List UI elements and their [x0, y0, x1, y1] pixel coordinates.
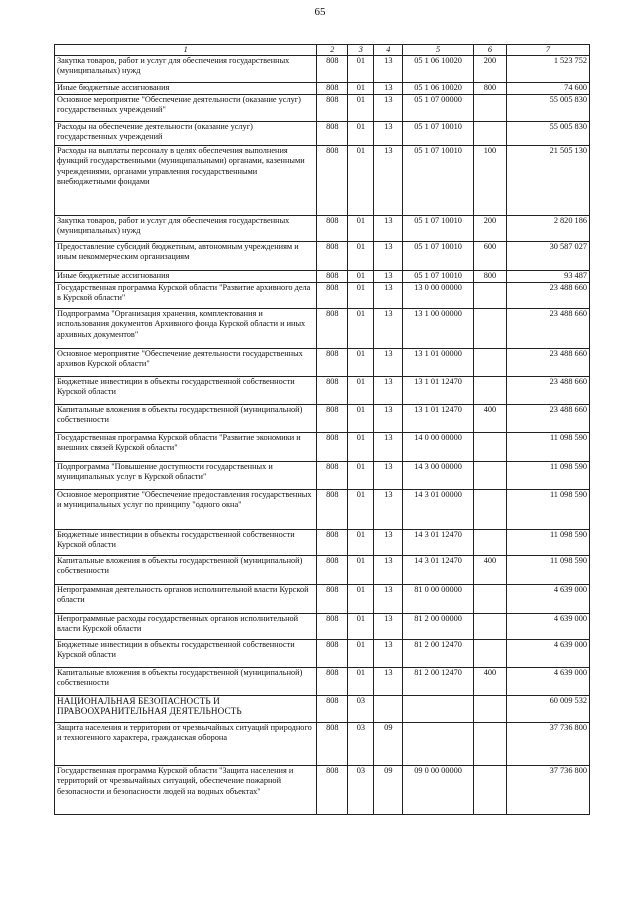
- ministry-code-cell: 808: [317, 668, 348, 696]
- column-header: 7: [507, 45, 590, 56]
- subsection-code-cell: 13: [374, 556, 403, 585]
- expense-name-cell: Капитальные вложения в объекты государственной (муниципальной) собственности: [55, 668, 317, 696]
- target-article-cell: 13 1 00 00000: [403, 309, 474, 349]
- target-article-cell: 05 1 07 10010: [403, 216, 474, 242]
- expense-type-cell: 800: [473, 271, 506, 283]
- page-number: 65: [314, 6, 326, 18]
- table-row: [55, 640, 590, 668]
- target-article-cell: 14 0 00 00000: [403, 433, 474, 462]
- expense-name-cell: Государственная программа Курской области "Защита населения и территорий от чрезвычайных ситуаций, обеспечение пожарной безопасности и безопасности людей на водных объектах": [55, 766, 317, 815]
- table-row: [55, 585, 590, 614]
- amount-cell: 23 488 660: [507, 349, 590, 377]
- amount-cell: 23 488 660: [507, 377, 590, 405]
- ministry-code-cell: 808: [317, 462, 348, 490]
- expense-type-cell: 800: [473, 83, 506, 95]
- target-article-cell: 14 3 01 12470: [403, 530, 474, 556]
- expense-type-cell: [473, 122, 506, 146]
- ministry-code-cell: 808: [317, 95, 348, 122]
- expense-name-cell: Непрограммная деятельность органов исполнительной власти Курской области: [55, 585, 317, 614]
- expense-name-cell: Расходы на выплаты персоналу в целях обеспечения выполнения функций государственными (муниципальными) органами, казенными учреждениями, органами управления государственными внебюджетными фондами: [55, 146, 317, 216]
- section-code-cell: 01: [348, 640, 374, 668]
- expense-type-cell: [473, 614, 506, 640]
- subsection-code-cell: 13: [374, 271, 403, 283]
- expense-type-cell: [473, 462, 506, 490]
- target-article-cell: 05 1 07 00000: [403, 95, 474, 122]
- amount-cell: 93 487: [507, 271, 590, 283]
- target-article-cell: 05 1 07 10010: [403, 271, 474, 283]
- subsection-code-cell: 13: [374, 614, 403, 640]
- expense-name-cell: Непрограммные расходы государственных органов исполнительной власти Курской области: [55, 614, 317, 640]
- expense-name-cell: Закупка товаров, работ и услуг для обеспечения государственных (муниципальных) нужд: [55, 56, 317, 83]
- section-code-cell: 03: [348, 723, 374, 766]
- subsection-code-cell: [374, 696, 403, 723]
- expense-type-cell: 600: [473, 242, 506, 271]
- subsection-code-cell: 13: [374, 530, 403, 556]
- subsection-code-cell: 13: [374, 377, 403, 405]
- expense-name-cell: Капитальные вложения в объекты государственной (муниципальной) собственности: [55, 556, 317, 585]
- subsection-code-cell: 13: [374, 122, 403, 146]
- section-code-cell: 01: [348, 530, 374, 556]
- ministry-code-cell: 808: [317, 723, 348, 766]
- expense-name-cell: Бюджетные инвестиции в объекты государственной собственности Курской области: [55, 377, 317, 405]
- amount-cell: 11 098 590: [507, 462, 590, 490]
- amount-cell: 60 009 532: [507, 696, 590, 723]
- ministry-code-cell: 808: [317, 349, 348, 377]
- target-article-cell: 81 2 00 00000: [403, 614, 474, 640]
- amount-cell: 37 736 800: [507, 723, 590, 766]
- table-row: [55, 668, 590, 696]
- section-code-cell: 01: [348, 490, 374, 530]
- table-row: [55, 433, 590, 462]
- section-code-cell: 01: [348, 585, 374, 614]
- target-article-cell: [403, 723, 474, 766]
- expense-type-cell: 200: [473, 216, 506, 242]
- target-article-cell: 05 1 06 10020: [403, 83, 474, 95]
- expense-type-cell: [473, 766, 506, 815]
- subsection-code-cell: 13: [374, 585, 403, 614]
- expense-name-cell: Иные бюджетные ассигнования: [55, 83, 317, 95]
- subsection-code-cell: 13: [374, 433, 403, 462]
- expense-name-cell: Предоставление субсидий бюджетным, автономным учреждениям и иным некоммерческим организациям: [55, 242, 317, 271]
- amount-cell: 37 736 800: [507, 766, 590, 815]
- ministry-code-cell: 808: [317, 122, 348, 146]
- target-article-cell: 13 1 01 00000: [403, 349, 474, 377]
- expense-name-cell: Государственная программа Курской области "Развитие экономики и внешних связей Курской области": [55, 433, 317, 462]
- amount-cell: 2 820 186: [507, 216, 590, 242]
- expense-name-cell: Расходы на обеспечение деятельности (оказание услуг) государственных учреждений: [55, 122, 317, 146]
- column-header: 5: [403, 45, 474, 56]
- ministry-code-cell: 808: [317, 56, 348, 83]
- section-code-cell: 01: [348, 122, 374, 146]
- ministry-code-cell: 808: [317, 696, 348, 723]
- section-code-cell: 01: [348, 83, 374, 95]
- expense-type-cell: 400: [473, 668, 506, 696]
- subsection-code-cell: 13: [374, 309, 403, 349]
- amount-cell: 23 488 660: [507, 309, 590, 349]
- ministry-code-cell: 808: [317, 216, 348, 242]
- expense-name-cell: Основное мероприятие "Обеспечение деятельности государственных архивов Курской области": [55, 349, 317, 377]
- subsection-code-cell: 13: [374, 216, 403, 242]
- ministry-code-cell: 808: [317, 530, 348, 556]
- expense-type-cell: [473, 585, 506, 614]
- table-row: [55, 83, 590, 95]
- expense-name-cell: Бюджетные инвестиции в объекты государственной собственности Курской области: [55, 530, 317, 556]
- table-row: [55, 95, 590, 122]
- amount-cell: 4 639 000: [507, 585, 590, 614]
- section-code-cell: 01: [348, 614, 374, 640]
- section-code-cell: 01: [348, 556, 374, 585]
- amount-cell: 55 005 830: [507, 122, 590, 146]
- section-code-cell: 01: [348, 377, 374, 405]
- section-code-cell: 01: [348, 433, 374, 462]
- expense-name-cell: Подпрограмма "Повышение доступности государственных и муниципальных услуг в Курской области": [55, 462, 317, 490]
- amount-cell: 11 098 590: [507, 556, 590, 585]
- table-row: [55, 242, 590, 271]
- subsection-code-cell: 13: [374, 640, 403, 668]
- ministry-code-cell: 808: [317, 242, 348, 271]
- ministry-code-cell: 808: [317, 146, 348, 216]
- expense-type-cell: [473, 696, 506, 723]
- subsection-code-cell: 13: [374, 668, 403, 696]
- expense-name-cell: Государственная программа Курской области "Развитие архивного дела в Курской области": [55, 283, 317, 309]
- ministry-code-cell: 808: [317, 640, 348, 668]
- column-header: 4: [374, 45, 403, 56]
- expense-type-cell: [473, 309, 506, 349]
- expense-name-cell: Капитальные вложения в объекты государственной (муниципальной) собственности: [55, 405, 317, 433]
- budget-table: [54, 44, 590, 815]
- section-code-cell: 03: [348, 696, 374, 723]
- ministry-code-cell: 808: [317, 83, 348, 95]
- table-row: [55, 146, 590, 216]
- table-row: [55, 723, 590, 766]
- amount-cell: 21 505 130: [507, 146, 590, 216]
- ministry-code-cell: 808: [317, 271, 348, 283]
- expense-name-cell: Подпрограмма "Организация хранения, комплектования и использования документов Архивного фонда Курской области и иных архивных документов": [55, 309, 317, 349]
- expense-type-cell: [473, 377, 506, 405]
- amount-cell: 11 098 590: [507, 490, 590, 530]
- subsection-code-cell: 13: [374, 95, 403, 122]
- subsection-code-cell: 13: [374, 283, 403, 309]
- subsection-code-cell: 13: [374, 405, 403, 433]
- expense-type-cell: 100: [473, 146, 506, 216]
- table-row: [55, 271, 590, 283]
- section-code-cell: 01: [348, 216, 374, 242]
- section-code-cell: 01: [348, 309, 374, 349]
- target-article-cell: 14 3 00 00000: [403, 462, 474, 490]
- amount-cell: 4 639 000: [507, 668, 590, 696]
- table-row: [55, 614, 590, 640]
- column-header: 2: [317, 45, 348, 56]
- target-article-cell: 05 1 07 10010: [403, 122, 474, 146]
- table-row: [55, 530, 590, 556]
- table-row: [55, 462, 590, 490]
- expense-type-cell: [473, 283, 506, 309]
- ministry-code-cell: 808: [317, 405, 348, 433]
- target-article-cell: [403, 696, 474, 723]
- amount-cell: 4 639 000: [507, 640, 590, 668]
- ministry-code-cell: 808: [317, 556, 348, 585]
- expense-name-cell: Основное мероприятие "Обеспечение деятельности (оказание услуг) государственных учреждений": [55, 95, 317, 122]
- subsection-code-cell: 13: [374, 349, 403, 377]
- column-header: 3: [348, 45, 374, 56]
- amount-cell: 23 488 660: [507, 405, 590, 433]
- expense-type-cell: [473, 95, 506, 122]
- section-code-cell: 01: [348, 405, 374, 433]
- amount-cell: 11 098 590: [507, 433, 590, 462]
- amount-cell: 1 523 752: [507, 56, 590, 83]
- ministry-code-cell: 808: [317, 283, 348, 309]
- expense-type-cell: [473, 640, 506, 668]
- table-row: [55, 122, 590, 146]
- expense-name-cell: Закупка товаров, работ и услуг для обеспечения государственных (муниципальных) нужд: [55, 216, 317, 242]
- expense-name-cell: Основное мероприятие "Обеспечение предоставления государственных и муниципальных услуг по принципу "одного окна": [55, 490, 317, 530]
- target-article-cell: 81 2 00 12470: [403, 668, 474, 696]
- subsection-code-cell: 09: [374, 723, 403, 766]
- section-code-cell: 01: [348, 271, 374, 283]
- subsection-code-cell: 13: [374, 462, 403, 490]
- target-article-cell: 13 1 01 12470: [403, 405, 474, 433]
- table-row: [55, 377, 590, 405]
- subsection-code-cell: 09: [374, 766, 403, 815]
- table-row: [55, 556, 590, 585]
- expense-type-cell: 400: [473, 405, 506, 433]
- expense-type-cell: [473, 723, 506, 766]
- ministry-code-cell: 808: [317, 490, 348, 530]
- amount-cell: 55 005 830: [507, 95, 590, 122]
- section-code-cell: 01: [348, 242, 374, 271]
- subsection-code-cell: 13: [374, 242, 403, 271]
- target-article-cell: 09 0 00 00000: [403, 766, 474, 815]
- amount-cell: 23 488 660: [507, 283, 590, 309]
- target-article-cell: 81 2 00 12470: [403, 640, 474, 668]
- expense-type-cell: [473, 530, 506, 556]
- subsection-code-cell: 13: [374, 56, 403, 83]
- section-code-cell: 01: [348, 56, 374, 83]
- section-code-cell: 01: [348, 95, 374, 122]
- ministry-code-cell: 808: [317, 614, 348, 640]
- target-article-cell: 13 1 01 12470: [403, 377, 474, 405]
- ministry-code-cell: 808: [317, 377, 348, 405]
- column-header: 6: [473, 45, 506, 56]
- section-code-cell: 01: [348, 283, 374, 309]
- target-article-cell: 81 0 00 00000: [403, 585, 474, 614]
- ministry-code-cell: 808: [317, 433, 348, 462]
- target-article-cell: 05 1 07 10010: [403, 146, 474, 216]
- expense-type-cell: [473, 349, 506, 377]
- expense-type-cell: [473, 490, 506, 530]
- table-row: [55, 490, 590, 530]
- table-row: [55, 349, 590, 377]
- amount-cell: 74 600: [507, 83, 590, 95]
- expense-type-cell: [473, 433, 506, 462]
- column-header: 1: [55, 45, 317, 56]
- expense-type-cell: 400: [473, 556, 506, 585]
- expense-name-cell: Защита населения и территории от чрезвычайных ситуаций природного и техногенного характера, гражданская оборона: [55, 723, 317, 766]
- subsection-code-cell: 13: [374, 83, 403, 95]
- table-row: [55, 309, 590, 349]
- expense-name-cell: Бюджетные инвестиции в объекты государственной собственности Курской области: [55, 640, 317, 668]
- section-code-cell: 01: [348, 349, 374, 377]
- table-header-row: [55, 45, 590, 56]
- ministry-code-cell: 808: [317, 766, 348, 815]
- table-row: [55, 283, 590, 309]
- table-row: [55, 766, 590, 815]
- amount-cell: 11 098 590: [507, 530, 590, 556]
- section-code-cell: 01: [348, 668, 374, 696]
- expense-name-cell: Иные бюджетные ассигнования: [55, 271, 317, 283]
- target-article-cell: 05 1 07 10010: [403, 242, 474, 271]
- amount-cell: 4 639 000: [507, 614, 590, 640]
- subsection-code-cell: 13: [374, 490, 403, 530]
- target-article-cell: 14 3 01 00000: [403, 490, 474, 530]
- target-article-cell: 13 0 00 00000: [403, 283, 474, 309]
- section-code-cell: 03: [348, 766, 374, 815]
- expense-name-cell: НАЦИОНАЛЬНАЯ БЕЗОПАСНОСТЬ И ПРАВООХРАНИТЕЛЬНАЯ ДЕЯТЕЛЬНОСТЬ: [55, 696, 317, 723]
- subsection-code-cell: 13: [374, 146, 403, 216]
- expense-type-cell: 200: [473, 56, 506, 83]
- table-row: [55, 216, 590, 242]
- table-row: [55, 56, 590, 83]
- table-row: [55, 696, 590, 723]
- table-row: [55, 405, 590, 433]
- ministry-code-cell: 808: [317, 309, 348, 349]
- target-article-cell: 05 1 06 10020: [403, 56, 474, 83]
- section-code-cell: 01: [348, 146, 374, 216]
- section-code-cell: 01: [348, 462, 374, 490]
- amount-cell: 30 587 027: [507, 242, 590, 271]
- ministry-code-cell: 808: [317, 585, 348, 614]
- target-article-cell: 14 3 01 12470: [403, 556, 474, 585]
